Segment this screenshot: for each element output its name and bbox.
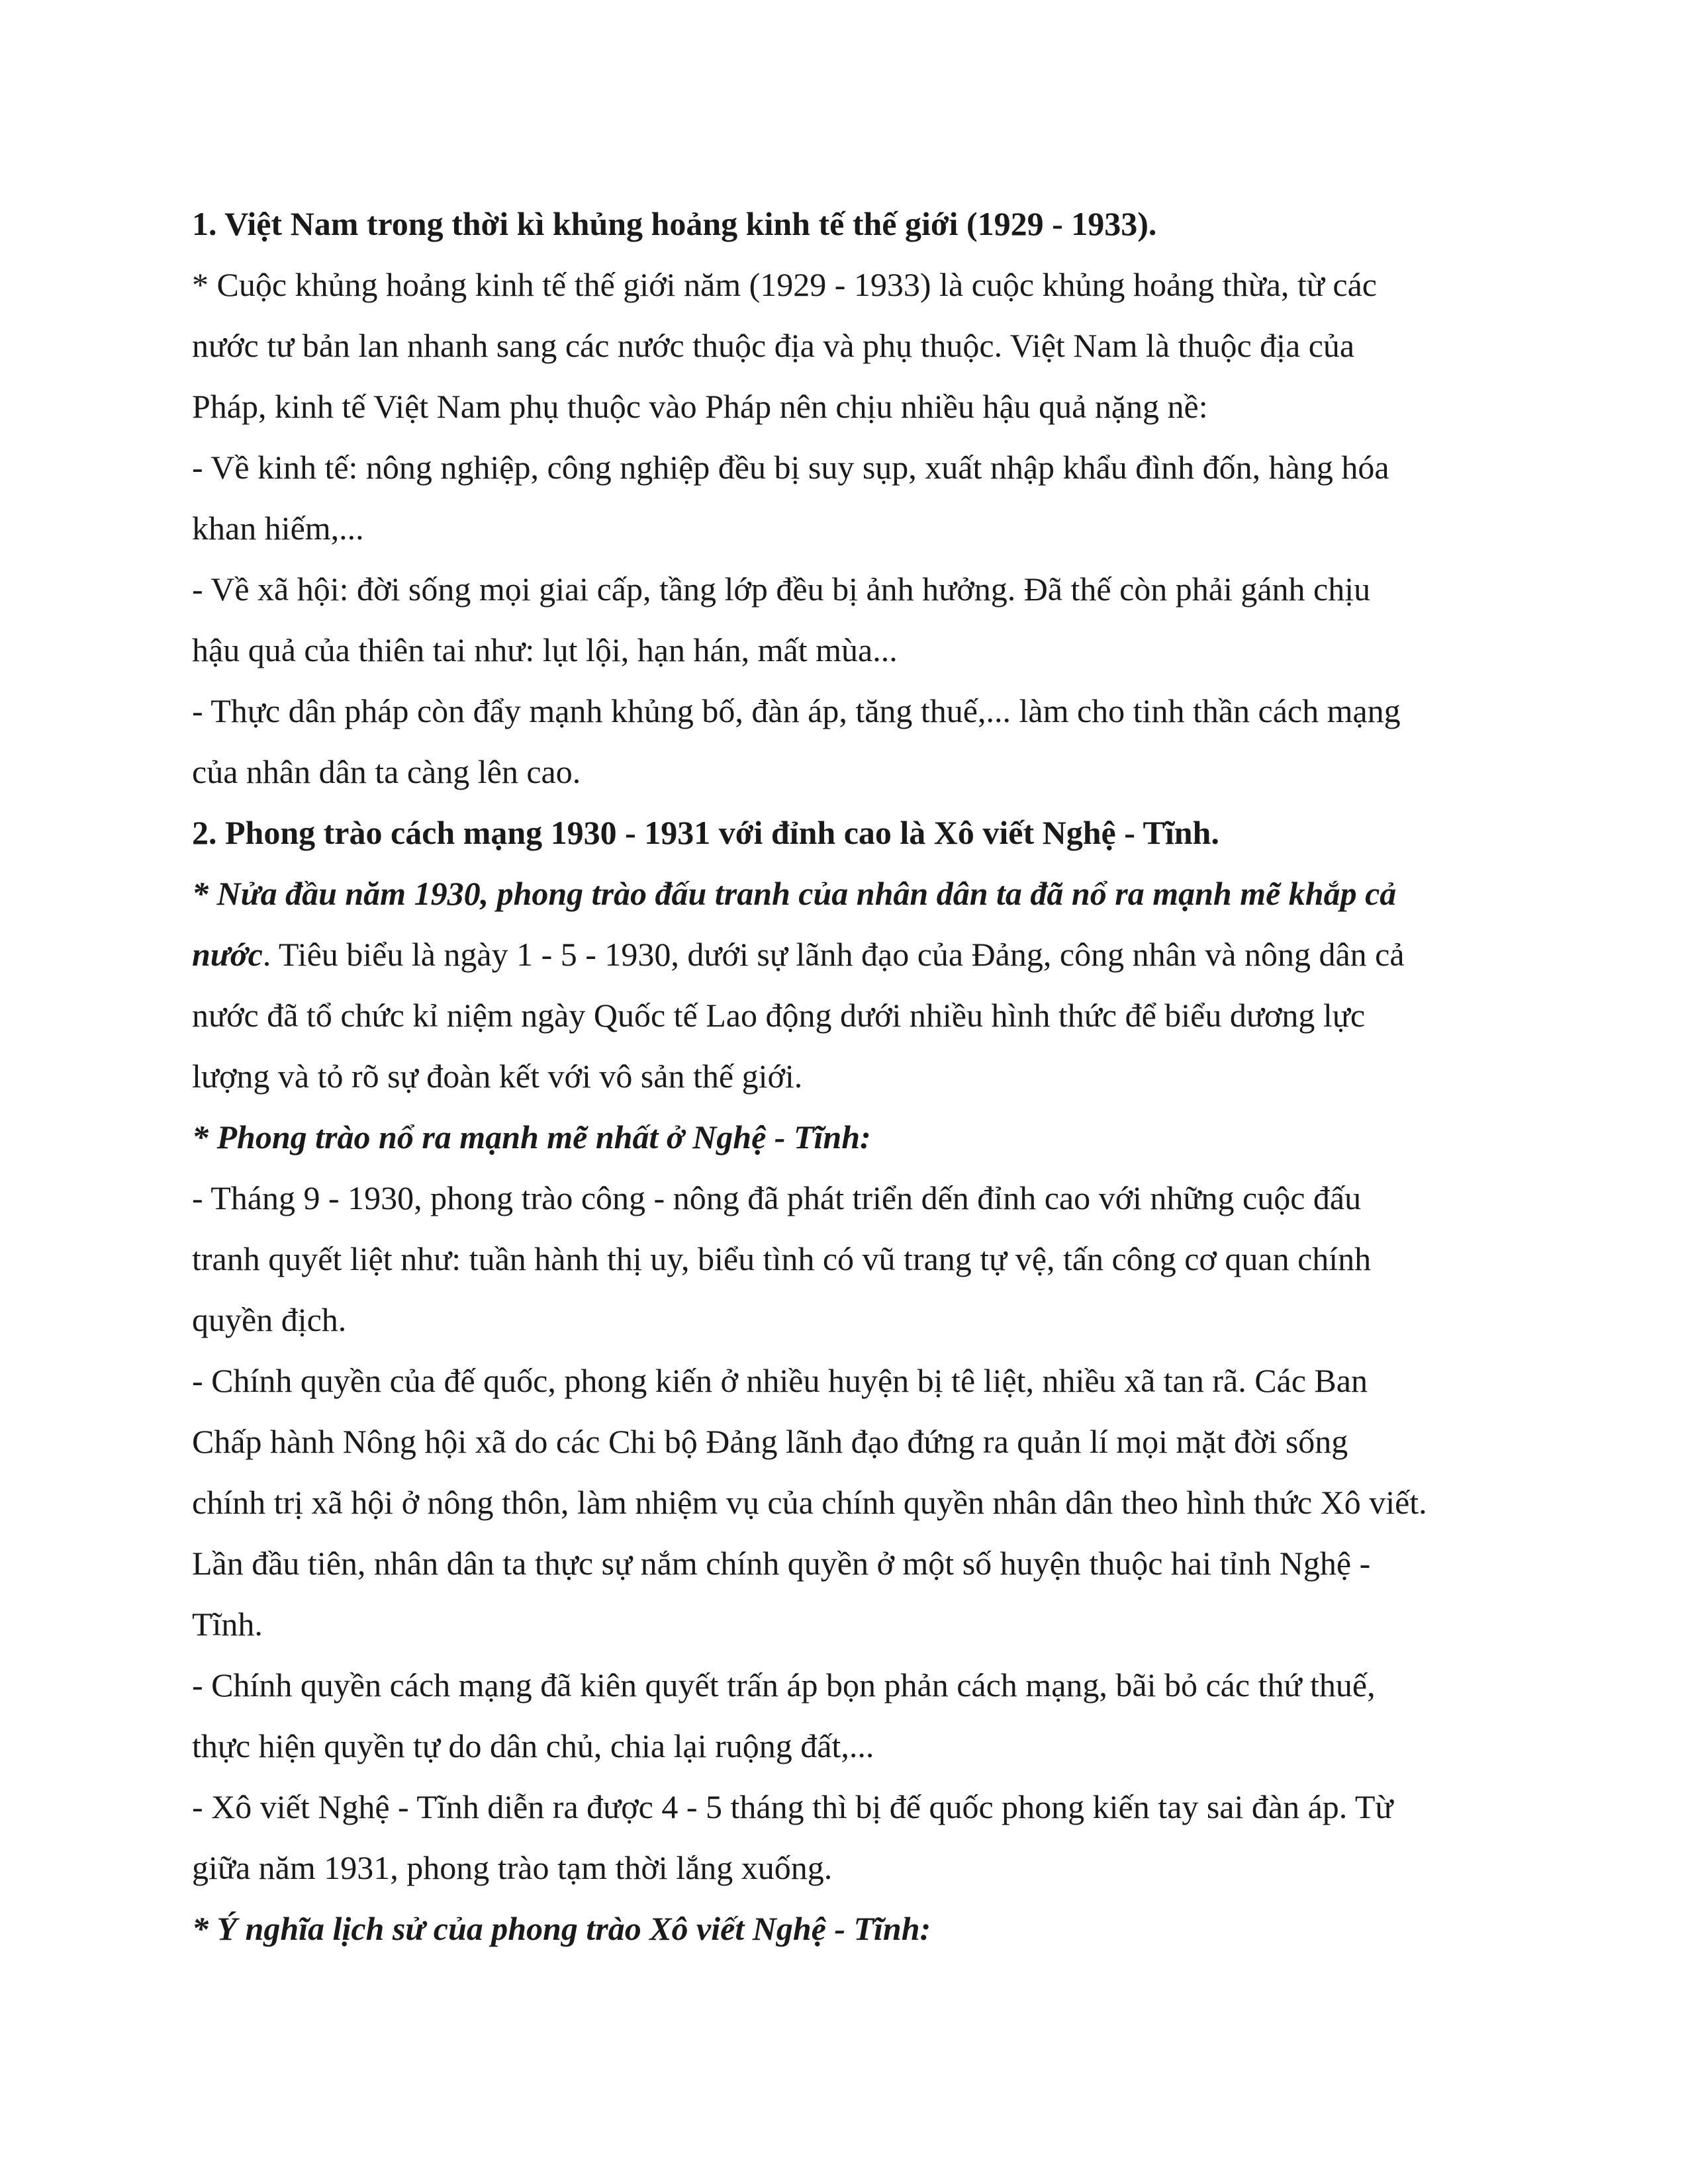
paragraph-line: - Thực dân pháp còn đẩy mạnh khủng bố, đàn áp, tăng thuế,... làm cho tinh thần cách mạng bbox=[192, 692, 1401, 729]
paragraph-line: - Xô viết Nghệ - Tĩnh diễn ra được 4 - 5 tháng thì bị đế quốc phong kiến tay sai đàn áp. Từ bbox=[192, 1788, 1393, 1825]
paragraph-line: Pháp, kinh tế Việt Nam phụ thuộc vào Pháp nên chịu nhiều hậu quả nặng nề: bbox=[192, 388, 1208, 425]
paragraph-line: - Chính quyền cách mạng đã kiên quyết trấn áp bọn phản cách mạng, bãi bỏ các thứ thuế, bbox=[192, 1666, 1376, 1704]
paragraph-line: tranh quyết liệt như: tuần hành thị uy, biểu tình có vũ trang tự vệ, tấn công cơ quan chính bbox=[192, 1240, 1372, 1277]
paragraph-line: - Tháng 9 - 1930, phong trào công - nông đã phát triển dến đỉnh cao với những cuộc đấu bbox=[192, 1179, 1362, 1216]
paragraph-line: thực hiện quyền tự do dân chủ, chia lại ruộng đất,... bbox=[192, 1727, 874, 1764]
paragraph-line: hậu quả của thiên tai như: lụt lội, hạn hán, mất mùa... bbox=[192, 631, 898, 668]
paragraph-line: - Về xã hội: đời sống mọi giai cấp, tầng lớp đều bị ảnh hưởng. Đã thế còn phải gánh chịu bbox=[192, 570, 1371, 608]
paragraph-line: - Về kinh tế: nông nghiệp, công nghiệp đều bị suy sụp, xuất nhập khẩu đình đốn, hàng hóa bbox=[192, 449, 1389, 486]
paragraph-line: Tĩnh. bbox=[192, 1606, 263, 1643]
document-page bbox=[192, 193, 1506, 1959]
paragraph-line: - Chính quyền của đế quốc, phong kiến ở nhiều huyện bị tê liệt, nhiều xã tan rã. Các Ban bbox=[192, 1362, 1368, 1399]
paragraph-line: * Cuộc khủng hoảng kinh tế thế giới năm (1929 - 1933) là cuộc khủng hoảng thừa, từ các bbox=[192, 266, 1377, 303]
paragraph-line: giữa năm 1931, phong trào tạm thời lắng xuống. bbox=[192, 1849, 833, 1886]
subheading-significance: * Ý nghĩa lịch sử của phong trào Xô viết Nghệ - Tĩnh: bbox=[192, 1910, 931, 1947]
paragraph-line: lượng và tỏ rõ sự đoàn kết với vô sản thế giới. bbox=[192, 1058, 803, 1095]
paragraph-line bbox=[192, 924, 1506, 985]
paragraph-line: nước tư bản lan nhanh sang các nước thuộc địa và phụ thuộc. Việt Nam là thuộc địa của bbox=[192, 327, 1355, 364]
paragraph-line: quyền địch. bbox=[192, 1301, 347, 1338]
section-heading-1: 1. Việt Nam trong thời kì khủng hoảng kinh tế thế giới (1929 - 1933). bbox=[192, 205, 1157, 242]
paragraph-line: khan hiếm,... bbox=[192, 510, 364, 547]
section-heading-2: 2. Phong trào cách mạng 1930 - 1931 với đỉnh cao là Xô viết Nghệ - Tĩnh. bbox=[192, 814, 1219, 851]
paragraph-line: chính trị xã hội ở nông thôn, làm nhiệm vụ của chính quyền nhân dân theo hình thức Xô viết. bbox=[192, 1484, 1427, 1521]
subheading-nghe-tinh: * Phong trào nổ ra mạnh mẽ nhất ở Nghệ - Tĩnh: bbox=[192, 1118, 871, 1156]
paragraph-line: của nhân dân ta càng lên cao. bbox=[192, 753, 581, 790]
paragraph-line: Chấp hành Nông hội xã do các Chi bộ Đảng lãnh đạo đứng ra quản lí mọi mặt đời sống bbox=[192, 1423, 1348, 1460]
paragraph-line: nước đã tổ chức kỉ niệm ngày Quốc tế Lao động dưới nhiều hình thức để biểu dương lực bbox=[192, 997, 1366, 1034]
emphasis-line: * Nửa đầu năm 1930, phong trào đấu tranh của nhân dân ta đã nổ ra mạnh mẽ khắp cả bbox=[192, 875, 1397, 912]
paragraph-line: Lần đầu tiên, nhân dân ta thực sự nắm chính quyền ở một số huyện thuộc hai tỉnh Nghệ - bbox=[192, 1545, 1371, 1582]
paragraph-text: . Tiêu biểu là ngày 1 - 5 - 1930, dưới sự lãnh đạo của Đảng, công nhân và nông dân cả bbox=[262, 936, 1405, 973]
emphasis-word: nước bbox=[192, 936, 263, 973]
